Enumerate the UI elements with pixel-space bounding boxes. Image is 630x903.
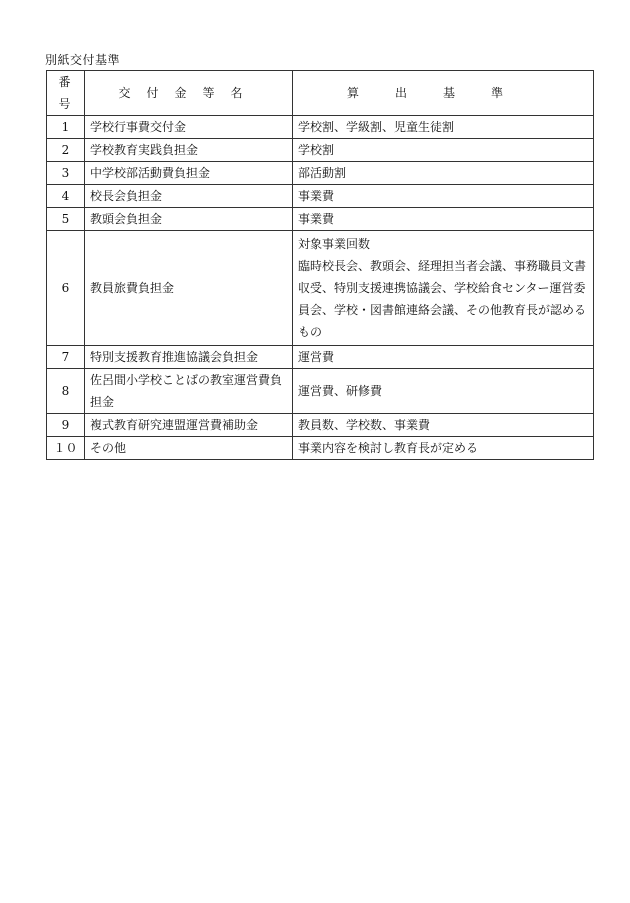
row-calculation-basis: 学校割、学級割、児童生徒割 (293, 116, 594, 139)
row-grant-name: 中学校部活動費負担金 (85, 162, 293, 185)
basis-line: 員会、学校・図書館連絡会議、その他教育長が認める (298, 303, 587, 317)
row-grant-name: 校長会負担金 (85, 185, 293, 208)
row-number: 5 (47, 208, 85, 231)
row-number: １０ (47, 437, 85, 460)
header-calculation-basis: 算出基準 (293, 71, 594, 116)
table-row (47, 162, 594, 185)
header-number: 番号 (47, 71, 85, 116)
row-number: 1 (47, 116, 85, 139)
basis-line: 収受、特別支援連携協議会、学校給食センター運営委 (298, 281, 586, 295)
row-calculation-basis: 教員数、学校数、事業費 (293, 414, 594, 437)
row-calculation-basis: 運営費 (293, 346, 594, 369)
row-number: 9 (47, 414, 85, 437)
row-number: 2 (47, 139, 85, 162)
table-row (47, 139, 594, 162)
row-number: 7 (47, 346, 85, 369)
row-number: 8 (47, 369, 85, 414)
table-row (47, 208, 594, 231)
basis-line: 臨時校長会、教頭会、経理担当者会議、事務職員文書 (298, 259, 587, 273)
row-grant-name (85, 369, 293, 414)
row-calculation-basis: 事業費 (293, 185, 594, 208)
table-row (47, 414, 594, 437)
table-row (47, 369, 594, 414)
name-line: 佐呂間小学校ことばの教室運営費負 (90, 373, 283, 387)
table-row (47, 437, 594, 460)
row-grant-name: 学校教育実践負担金 (85, 139, 293, 162)
row-calculation-basis: 部活動割 (293, 162, 594, 185)
header-grant-name: 交付金等名 (85, 71, 293, 116)
row-grant-name: 教頭会負担金 (85, 208, 293, 231)
row-calculation-basis (293, 231, 594, 346)
table-row (47, 346, 594, 369)
row-number: 4 (47, 185, 85, 208)
table-row (47, 231, 594, 346)
row-grant-name: その他 (85, 437, 293, 460)
row-grant-name: 教員旅費負担金 (85, 231, 293, 346)
table-row (47, 116, 594, 139)
basis-line: 対象事業回数 (298, 237, 371, 251)
table-row (47, 185, 594, 208)
row-grant-name: 複式教育研究連盟運営費補助金 (85, 414, 293, 437)
row-grant-name: 学校行事費交付金 (85, 116, 293, 139)
basis-line: もの (298, 325, 323, 339)
allocation-criteria-table (46, 70, 594, 460)
name-line: 担金 (90, 395, 115, 409)
row-calculation-basis: 事業費 (293, 208, 594, 231)
row-calculation-basis: 事業内容を検討し教育長が定める (293, 437, 594, 460)
row-grant-name: 特別支援教育推進協議会負担金 (85, 346, 293, 369)
table-header-row (47, 71, 594, 116)
row-number: 3 (47, 162, 85, 185)
row-calculation-basis: 運営費、研修費 (293, 369, 594, 414)
row-number: 6 (47, 231, 85, 346)
row-calculation-basis: 学校割 (293, 139, 594, 162)
document-title: 別紙交付基準 (45, 53, 121, 67)
